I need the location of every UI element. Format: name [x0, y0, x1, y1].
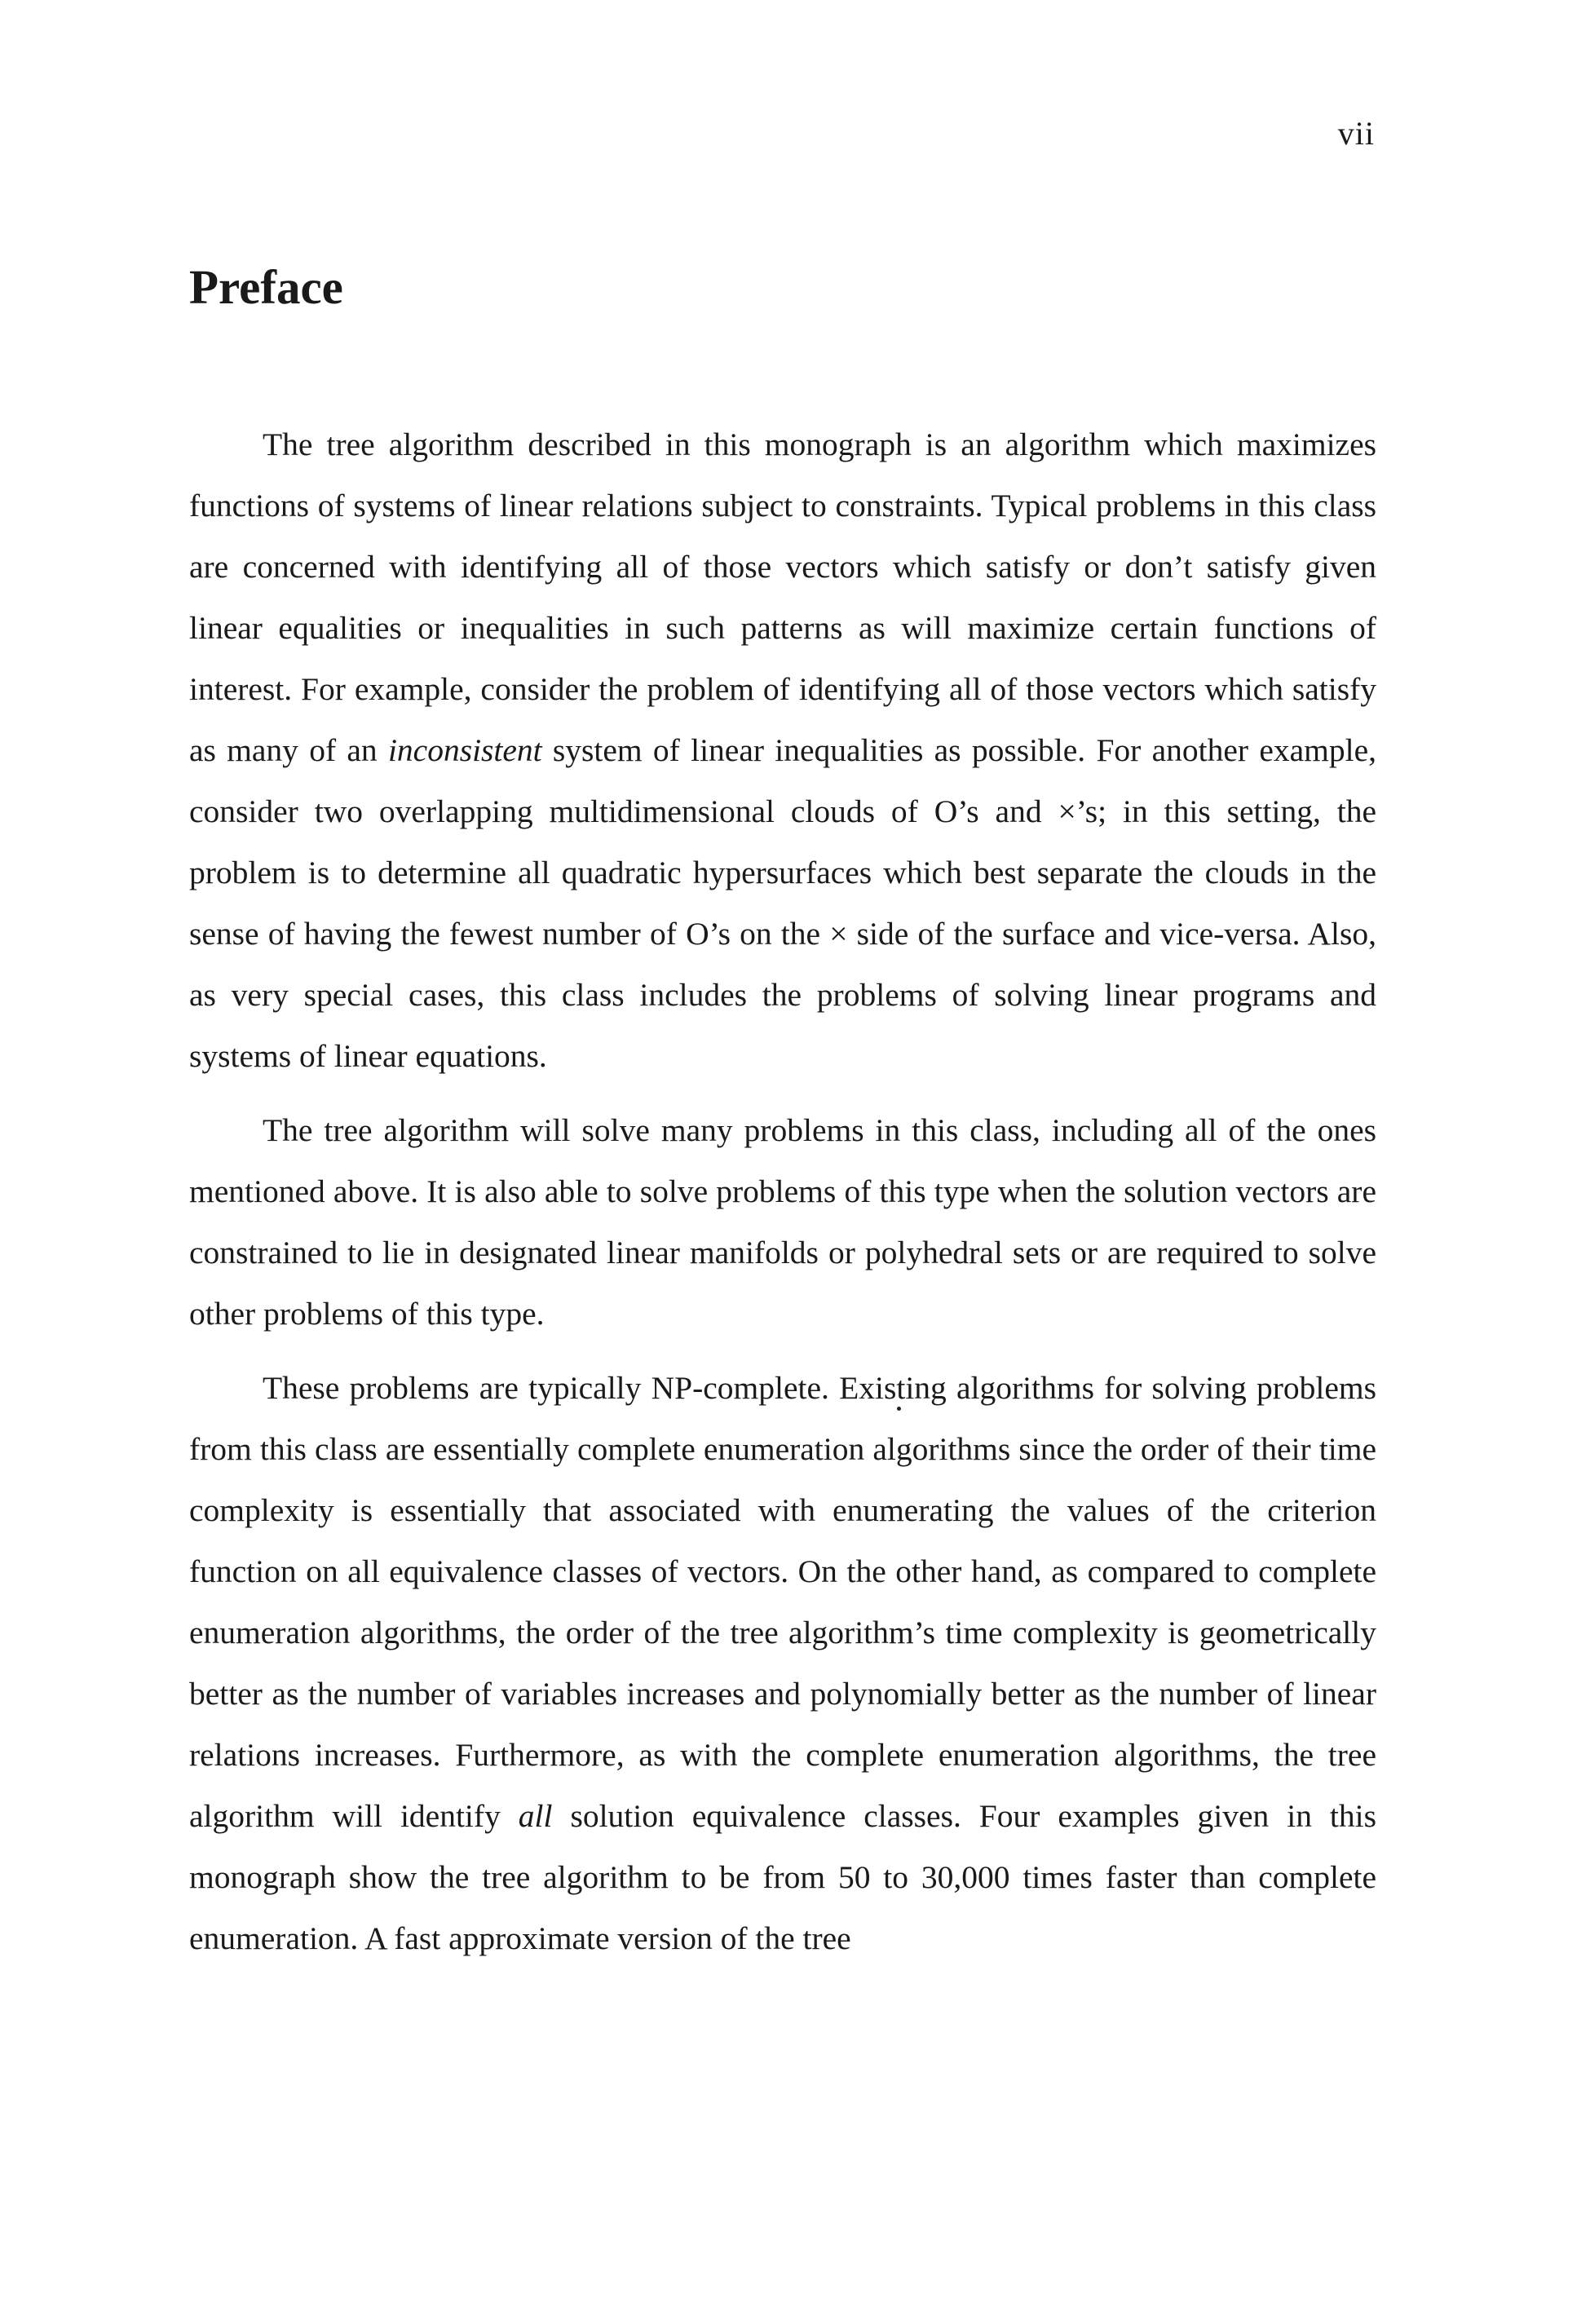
paragraph-2	[189, 1100, 1376, 1345]
emphasis-all: all	[518, 1798, 553, 1834]
paragraph-1-text-a: The tree algorithm described in this monograph is an algorithm which maximizes functions of systems of linear relations subject to constraints. Typical problems in this class are concerned with identifying all of those vectors which satisfy or don’t satisfy given linear equalities or inequalities in such patterns as will maximize certain functions of interest. For example, consider the problem of identifying all of those vectors which satisfy as many of an	[189, 426, 1376, 768]
paragraph-3-text-a: These problems are typically NP-complete. Existing algorithms for solving problems from this class are essentially complete enumeration algorithms since the order of their time complexity is essentially that associated with enumerating the values of the criterion function on all equivalence classes of vectors. On the other hand, as compared to complete enumeration algorithms, the order of the tree algorithm’s time complexity is geometrically better as the number of variables increases and polynomially better as the number of linear relations increases. Furthermore, as with the complete enumeration algorithms, the tree algorithm will identify	[189, 1370, 1376, 1834]
emphasis-inconsistent: inconsistent	[387, 732, 542, 768]
page-number: vii	[1337, 115, 1375, 152]
page-title: Preface	[189, 260, 343, 314]
paragraph-3	[189, 1358, 1376, 1969]
paragraph-1	[189, 414, 1376, 1087]
preface-body	[189, 414, 1376, 1969]
paragraph-1-text-b: system of linear inequalities as possible. For another example, consider two overlapping multidimensional clouds of O’s and ×’s; in this setting, the problem is to determine all quadratic hypersurfaces which best separate the clouds in the sense of having the fewest number of O’s on the × side of the surface and vice-versa. Also, as very special cases, this class includes the problems of solving linear programs and systems of linear equations.	[189, 732, 1376, 1074]
stray-mark	[897, 1407, 901, 1411]
paragraph-2-text: The tree algorithm will solve many problems in this class, including all of the ones mentioned above. It is also able to solve problems of this type when the solution vectors are constrained to lie in designated linear manifolds or polyhedral sets or are required to solve other problems of this type.	[189, 1112, 1376, 1332]
paragraph-3-text-b: solution equivalence classes. Four examples given in this monograph show the tree algorithm to be from 50 to 30,000 times faster than complete enumeration. A fast approximate version of the tree	[189, 1798, 1376, 1956]
